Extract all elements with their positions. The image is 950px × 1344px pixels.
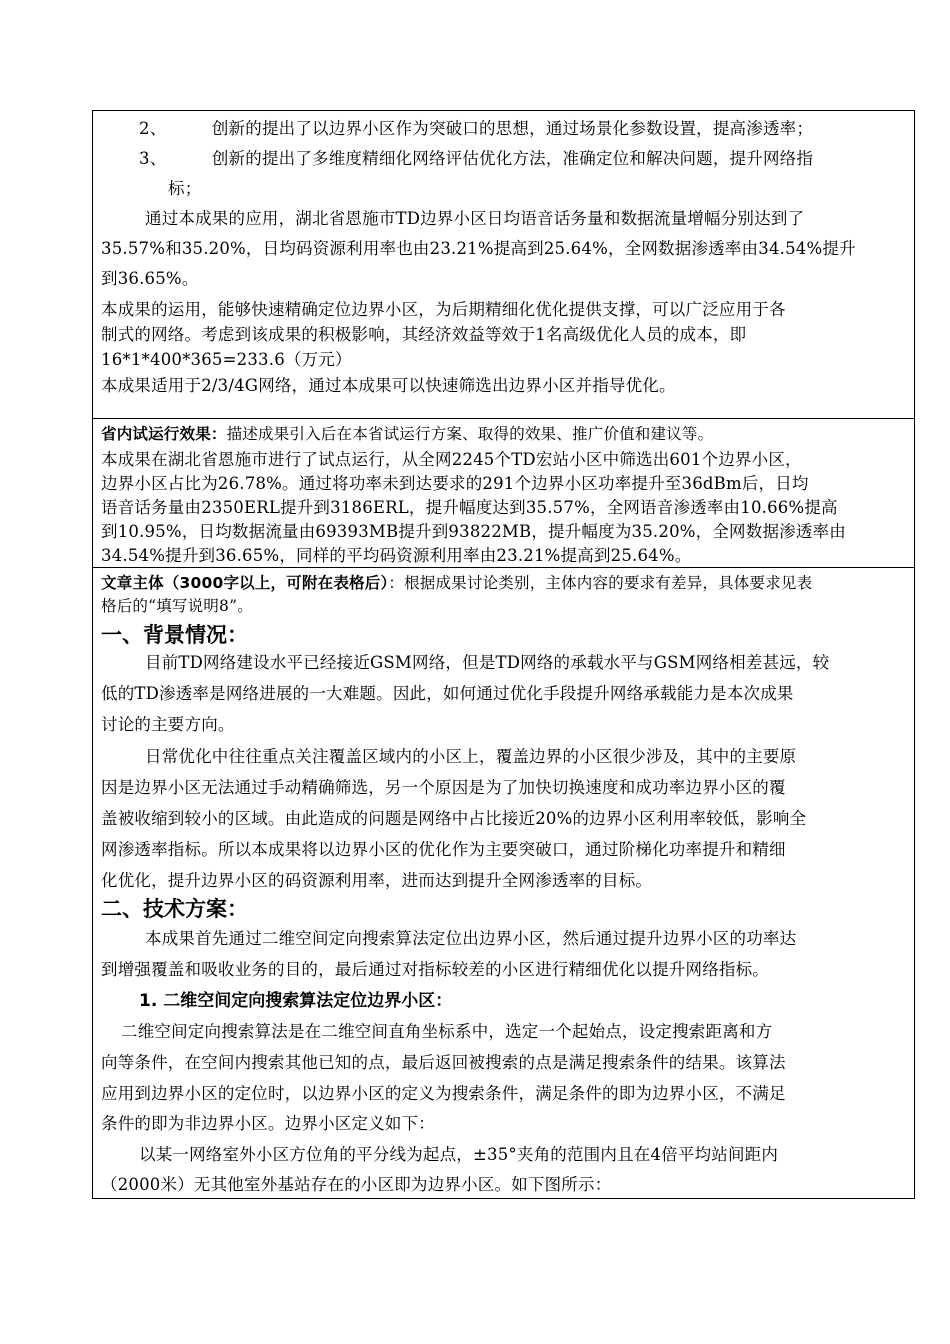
innovation-cell bbox=[93, 111, 914, 419]
main-body-header bbox=[101, 571, 908, 593]
algorithm-line: 二维空间定向搜索算法是在二维空间直角坐标系中，选定一个起始点，设定搜索距离和方 bbox=[121, 1022, 773, 1041]
item-text: 创新的提出了以边界小区作为突破口的思想，通过场景化参数设置，提高渗透率； bbox=[211, 119, 814, 138]
result-paragraph-line: 35.57%和35.20%，日均码资源利用率也由23.21%提高到25.64%，全网数据渗透率由34.54%提升 bbox=[101, 239, 856, 258]
item-number: 3、 bbox=[139, 149, 167, 168]
background-line: 网渗透率指标。所以本成果将以边界小区的优化作为主要突破口，通过阶梯化功率提升和精细 bbox=[101, 840, 786, 859]
list-item-2 bbox=[139, 115, 908, 139]
algorithm-line: 应用到边界小区的定位时，以边界小区的定义为搜索条件，满足条件的即为边界小区，不满足 bbox=[101, 1084, 786, 1103]
tech-line: 到增强覆盖和吸收业务的目的，最后通过对指标较差的小区进行精细优化以提升网络指标。 bbox=[101, 960, 769, 979]
trial-effect-header bbox=[101, 422, 908, 444]
main-body-label: 文章主体（3000字以上，可附在表格后） bbox=[101, 574, 389, 592]
trial-effect-label: 省内试运行效果： bbox=[101, 425, 227, 443]
tech-line: 本成果首先通过二维空间定向搜索算法定位出边界小区，然后通过提升边界小区的功率达 bbox=[145, 929, 797, 948]
trial-line: 边界小区占比为26.78%。通过将功率未到达要求的291个边界小区功率提升至36dBm后，日均 bbox=[101, 474, 809, 493]
result-paragraph-line: 到36.65%。 bbox=[101, 269, 199, 288]
algorithm-line: 向等条件，在空间内搜索其他已知的点，最后返回被搜索的点是满足搜索条件的结果。该算法 bbox=[101, 1053, 786, 1072]
background-line: 化优化，提升边界小区的码资源利用率，进而达到提升全网渗透率的目标。 bbox=[101, 871, 653, 890]
background-line: 讨论的主要方向。 bbox=[101, 715, 235, 734]
definition-line: （2000米）无其他室外基站存在的小区即为边界小区。如下图所示： bbox=[101, 1175, 612, 1194]
trial-line: 本成果在湖北省恩施市进行了试点运行，从全网2245个TD宏站小区中筛选出601个边界小区， bbox=[101, 450, 802, 469]
economic-paragraph-line: 16*1*400*365=233.6（万元） bbox=[101, 350, 352, 369]
result-paragraph-line: 通过本成果的应用，湖北省恩施市TD边界小区日均语音话务量和数据流量增幅分别达到了 bbox=[145, 209, 805, 228]
list-item-3 bbox=[139, 145, 908, 169]
definition-line: 以某一网络室外小区方位角的平分线为起点，±35°夹角的范围内且在4倍平均站间距内 bbox=[139, 1145, 779, 1164]
trial-line: 34.54%提升到36.65%，同样的平均码资源利用率由23.21%提高到25.64%。 bbox=[101, 546, 692, 565]
main-body-desc: ：根据成果讨论类别，主体内容的要求有差异，具体要求见表 bbox=[388, 574, 813, 592]
applicability-line: 本成果适用于2/3/4G网络，通过本成果可以快速筛选出边界小区并指导优化。 bbox=[101, 376, 676, 395]
subheading-algorithm: 1. 二维空间定向搜索算法定位边界小区： bbox=[139, 991, 453, 1011]
trial-effect-desc: 描述成果引入后在本省试运行方案、取得的效果、推广价值和建议等。 bbox=[226, 425, 714, 443]
heading-background: 一、背景情况： bbox=[101, 623, 248, 647]
background-line: 目前TD网络建设水平已经接近GSM网络，但是TD网络的承载水平与GSM网络相差甚远，较 bbox=[145, 653, 830, 672]
economic-paragraph-line: 制式的网络。考虑到该成果的积极影响，其经济效益等效于1名高级优化人员的成本，即 bbox=[101, 325, 747, 344]
heading-tech-solution: 二、技术方案： bbox=[101, 897, 248, 921]
trial-line: 语音话务量由2350ERL提升到3186ERL，提升幅度达到35.57%，全网语音渗透率由10.66%提高 bbox=[101, 498, 838, 517]
background-line: 因是边界小区无法通过手动精确筛选，另一个原因是为了加快切换速度和成功率边界小区的覆 bbox=[101, 778, 786, 797]
background-line: 低的TD渗透率是网络进展的一大难题。因此，如何通过优化手段提升网络承载能力是本次成果 bbox=[101, 684, 794, 703]
economic-paragraph-line: 本成果的运用，能够快速精确定位边界小区，为后期精细化优化提供支撑，可以广泛应用于各 bbox=[101, 300, 786, 319]
list-item-3-cont: 标； bbox=[168, 179, 202, 198]
main-body-desc-cont: 格后的“填写说明8”。 bbox=[101, 597, 253, 615]
main-body-cell bbox=[93, 568, 914, 1198]
background-line: 日常优化中往往重点关注覆盖区域内的小区上，覆盖边界的小区很少涉及，其中的主要原 bbox=[145, 747, 797, 766]
trial-line: 到10.95%，日均数据流量由69393MB提升到93822MB，提升幅度为35.20%，全网数据渗透率由 bbox=[101, 522, 846, 541]
algorithm-line: 条件的即为非边界小区。边界小区定义如下： bbox=[101, 1114, 435, 1133]
background-line: 盖被收缩到较小的区域。由此造成的问题是网络中占比接近20%的边界小区利用率较低，影响全 bbox=[101, 809, 807, 828]
form-table bbox=[92, 110, 915, 1199]
item-text: 创新的提出了多维度精细化网络评估优化方法，准确定位和解决问题，提升网络指 bbox=[211, 149, 814, 168]
item-number: 2、 bbox=[139, 119, 167, 138]
trial-effect-cell bbox=[93, 419, 914, 568]
